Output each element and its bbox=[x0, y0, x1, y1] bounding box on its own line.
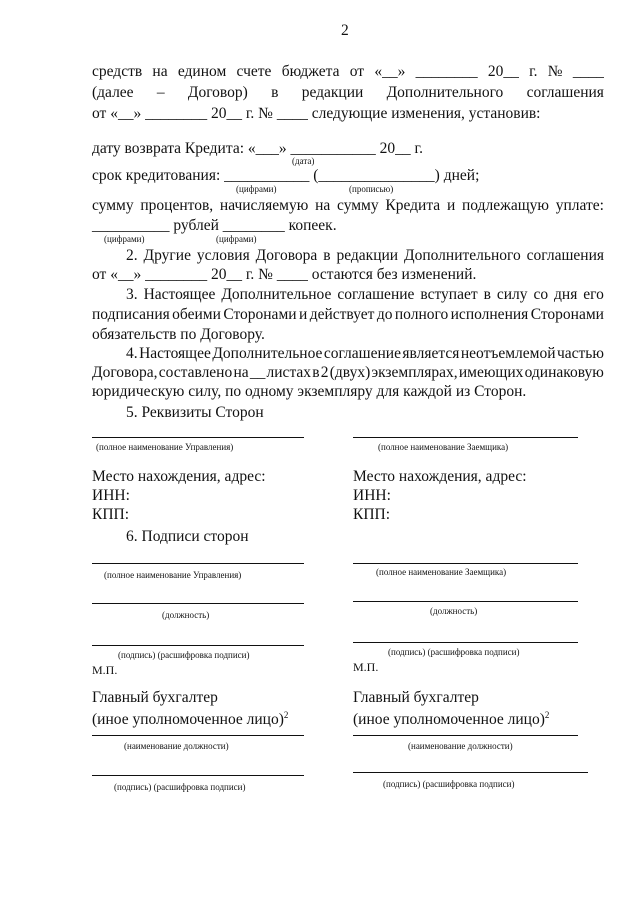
word: его bbox=[583, 286, 604, 303]
word: листах bbox=[266, 364, 312, 381]
word: частью bbox=[556, 345, 604, 362]
right-inn-label: ИНН: bbox=[353, 487, 391, 504]
word: «__» bbox=[374, 63, 406, 80]
right-signature-line bbox=[353, 642, 578, 643]
left-accountant-line1: Главный бухгалтер bbox=[92, 689, 218, 706]
word: со bbox=[533, 286, 549, 303]
word: начисляемую bbox=[219, 197, 309, 214]
interest-line2: __________ рублей ________ копеек. bbox=[92, 217, 337, 234]
word: Кредита bbox=[385, 197, 441, 214]
p1-line1 bbox=[92, 62, 604, 81]
word: в bbox=[271, 84, 279, 101]
left-address-label: Место нахождения, адрес: bbox=[92, 468, 266, 485]
word: редакции bbox=[301, 84, 364, 101]
term-digits-caption: (цифрами) bbox=[236, 184, 277, 194]
left-sign-org-caption: (полное наименование Управления) bbox=[104, 570, 242, 580]
right-accountant-line1: Главный бухгалтер bbox=[353, 689, 479, 706]
word: процентов, bbox=[140, 197, 214, 214]
word: до bbox=[376, 306, 393, 323]
word: Договор) bbox=[187, 84, 248, 101]
word: Дополнительное bbox=[212, 345, 323, 362]
left-position-caption: (должность) bbox=[162, 610, 210, 620]
word: счете bbox=[236, 63, 272, 80]
word: 4. bbox=[126, 345, 138, 362]
word: условия bbox=[196, 247, 250, 264]
interest-kop-caption: (цифрами) bbox=[216, 234, 257, 244]
left-final-signature-line bbox=[92, 775, 304, 776]
p3-line3: обязательств по Договору. bbox=[92, 326, 265, 343]
right-final-signature-caption: (подпись) (расшифровка подписи) bbox=[383, 779, 515, 789]
p1-line3: от «__» ________ 20__ г. № ____ следующие изменения, установив: bbox=[92, 105, 541, 122]
term-line: срок кредитования: ___________ (_______________) дней; bbox=[92, 167, 480, 184]
right-kpp-label: КПП: bbox=[353, 506, 391, 523]
word: неотъемлемой bbox=[460, 345, 556, 362]
word: на bbox=[233, 364, 249, 381]
left-org-caption: (полное наименование Управления) bbox=[96, 442, 234, 452]
right-signature-caption: (подпись) (расшифровка подписи) bbox=[388, 647, 520, 657]
word: бюджета bbox=[281, 63, 340, 80]
word: полного bbox=[394, 306, 449, 323]
word: (двух) bbox=[329, 364, 371, 381]
word: Настоящее bbox=[139, 345, 211, 362]
word: 2 bbox=[320, 364, 329, 381]
word: средств bbox=[92, 63, 143, 80]
left-signature-caption: (подпись) (расшифровка подписи) bbox=[118, 650, 250, 660]
word: дня bbox=[554, 286, 578, 303]
left-position-line bbox=[92, 603, 304, 604]
left-sign-org-line bbox=[92, 563, 304, 564]
word: Дополнительное bbox=[221, 286, 332, 303]
word: вступает bbox=[420, 286, 478, 303]
word: __ bbox=[249, 364, 266, 381]
word: является bbox=[402, 345, 460, 362]
word: Дополнительного bbox=[386, 84, 504, 101]
left-inn-label: ИНН: bbox=[92, 487, 130, 504]
word: ____ bbox=[572, 63, 604, 80]
word: Сторонами bbox=[530, 306, 604, 323]
right-position-line bbox=[353, 601, 578, 602]
return-date-line: дату возврата Кредита: «___» ___________ 20__ г. bbox=[92, 140, 423, 157]
page-number: 2 bbox=[341, 22, 349, 39]
word: уплате: bbox=[555, 197, 604, 214]
p4-line2 bbox=[92, 363, 604, 382]
word: действует bbox=[309, 306, 375, 323]
word: соглашения bbox=[526, 247, 604, 264]
section6-heading: 6. Подписи сторон bbox=[126, 528, 249, 545]
word: Договора, bbox=[92, 364, 158, 381]
right-position-caption: (должность) bbox=[430, 606, 478, 616]
word: сумму bbox=[92, 197, 134, 214]
return-date-caption: (дата) bbox=[292, 156, 315, 166]
word: сумму bbox=[337, 197, 379, 214]
word: обеими bbox=[172, 306, 221, 323]
p4-line1 bbox=[126, 344, 604, 363]
word: Дополнительного bbox=[404, 247, 521, 264]
word: на bbox=[315, 197, 331, 214]
word: Договора bbox=[255, 247, 318, 264]
left-footnote-mark: 2 bbox=[283, 710, 289, 720]
word: подлежащую bbox=[462, 197, 549, 214]
interest-rub-caption: (цифрами) bbox=[104, 234, 145, 244]
word: и bbox=[298, 306, 308, 323]
word: на bbox=[152, 63, 168, 80]
word: № bbox=[547, 63, 563, 80]
right-position-name-caption: (наименование должности) bbox=[408, 741, 513, 751]
word: едином bbox=[177, 63, 227, 80]
word: редакции bbox=[336, 247, 399, 264]
word: 3. bbox=[126, 286, 138, 303]
word: г. bbox=[529, 63, 538, 80]
p2-line2: от «__» ________ 20__ г. № ____ остаются без изменений. bbox=[92, 266, 477, 283]
right-stamp: М.П. bbox=[353, 660, 379, 674]
word: от bbox=[349, 63, 365, 80]
p4-line3: юридическую силу, по одному экземпляру для каждой из Сторон. bbox=[92, 383, 527, 400]
interest-line1 bbox=[92, 196, 604, 215]
left-position-name-line bbox=[92, 735, 304, 736]
word: одинаковую bbox=[524, 364, 604, 381]
word: соглашение bbox=[323, 345, 401, 362]
word: Другие bbox=[143, 247, 191, 264]
left-accountant-line2: (иное уполномоченное лицо)$^2$ bbox=[92, 710, 289, 729]
left-org-name-line bbox=[92, 437, 304, 438]
right-position-name-line bbox=[353, 735, 578, 736]
word: 20__ bbox=[487, 63, 519, 80]
word: имеющих bbox=[458, 364, 524, 381]
right-sign-org-caption: (полное наименование Заемщика) bbox=[376, 567, 507, 577]
word: Настоящее bbox=[143, 286, 216, 303]
term-words-caption: (прописью) bbox=[349, 184, 394, 194]
word: составлено bbox=[158, 364, 233, 381]
word: подписания bbox=[92, 306, 170, 323]
word: ________ bbox=[415, 63, 478, 80]
right-final-signature-line bbox=[353, 772, 588, 773]
word: 2. bbox=[126, 247, 138, 264]
word: соглашение bbox=[337, 286, 415, 303]
word: в bbox=[323, 247, 331, 264]
word: в bbox=[483, 286, 491, 303]
right-accountant-line2: (иное уполномоченное лицо)$^2$ bbox=[353, 710, 550, 729]
word: соглашения bbox=[526, 84, 604, 101]
word: – bbox=[156, 84, 165, 101]
p3-line2 bbox=[92, 305, 604, 324]
left-kpp-label: КПП: bbox=[92, 506, 130, 523]
right-footnote-mark: 2 bbox=[544, 710, 550, 720]
word: в bbox=[312, 364, 320, 381]
word: и bbox=[446, 197, 456, 214]
section5-heading: 5. Реквизиты Сторон bbox=[126, 404, 264, 421]
p1-line2 bbox=[92, 83, 604, 102]
word: силу bbox=[496, 286, 528, 303]
p2-line1 bbox=[126, 246, 604, 265]
left-final-signature-caption: (подпись) (расшифровка подписи) bbox=[114, 782, 246, 792]
left-signature-line bbox=[92, 645, 304, 646]
right-address-label: Место нахождения, адрес: bbox=[353, 468, 527, 485]
left-stamp: М.П. bbox=[92, 663, 118, 677]
right-org-caption: (полное наименование Заемщика) bbox=[378, 442, 509, 452]
p3-line1 bbox=[126, 285, 604, 304]
word: исполнения bbox=[450, 306, 529, 323]
word: экземплярах, bbox=[371, 364, 458, 381]
left-position-name-caption: (наименование должности) bbox=[124, 741, 229, 751]
right-org-name-line bbox=[353, 437, 578, 438]
right-sign-org-line bbox=[353, 563, 578, 564]
word: Сторонами bbox=[223, 306, 297, 323]
word: (далее bbox=[92, 84, 134, 101]
